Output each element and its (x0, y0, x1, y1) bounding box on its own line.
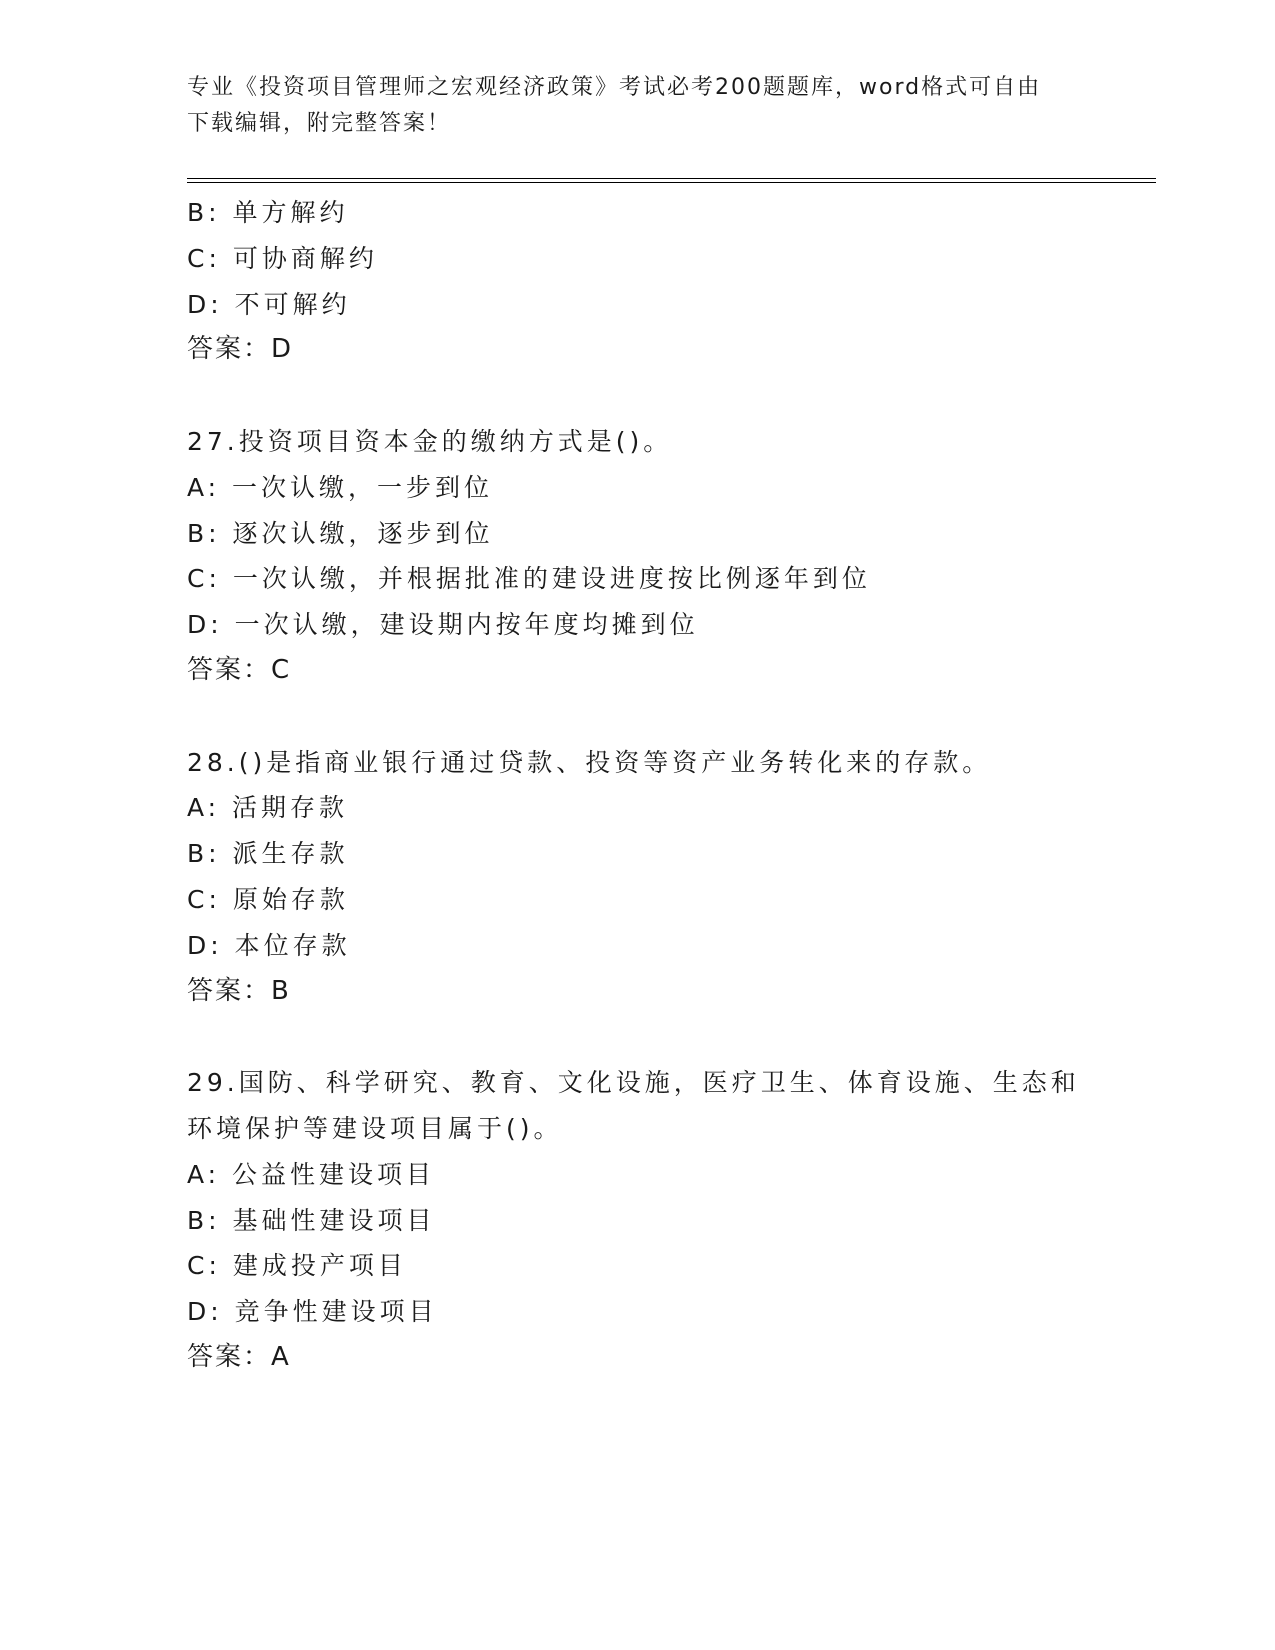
question-27 (187, 419, 1147, 694)
option-d: D: 一次认缴，建设期内按年度均摊到位 (187, 610, 699, 640)
spacer (187, 373, 1147, 419)
option-a: A: 活期存款 (187, 793, 349, 823)
option-d: D: 竞争性建设项目 (187, 1297, 438, 1327)
option-c: C: 可协商解约 (187, 243, 378, 273)
answer-line: 答案：C (187, 654, 292, 685)
question-stem-line-1: 29.国防、科学研究、教育、文化设施，医疗卫生、体育设施、生态和 (187, 1068, 1080, 1098)
question-29 (187, 1060, 1147, 1381)
option-d: D: 本位存款 (187, 930, 351, 960)
question-list (187, 190, 1147, 1381)
header-line-1: 专业《投资项目管理师之宏观经济政策》考试必考200题题库，word格式可自由 (187, 75, 1042, 100)
question-26-continued (187, 190, 1147, 373)
spacer (187, 1014, 1147, 1060)
answer-line: 答案：D (187, 334, 294, 365)
option-c: C: 原始存款 (187, 884, 349, 914)
option-a: A: 公益性建设项目 (187, 1159, 436, 1189)
question-stem: 27.投资项目资本金的缴纳方式是()。 (187, 426, 673, 456)
header-rule-top (187, 178, 1156, 179)
option-b: B: 单方解约 (187, 198, 349, 227)
option-b: B: 派生存款 (187, 839, 349, 869)
option-d: D: 不可解约 (187, 289, 351, 319)
answer-line: 答案：B (187, 975, 291, 1006)
answer-line: 答案：A (187, 1341, 291, 1372)
option-c: C: 建成投产项目 (187, 1251, 407, 1281)
header-rule-bottom (187, 182, 1156, 183)
option-b: B: 逐次认缴，逐步到位 (187, 518, 494, 548)
header-line-2: 下载编辑，附完整答案！ (187, 111, 452, 136)
question-stem-line-2: 环境保护等建设项目属于()。 (187, 1113, 563, 1143)
document-header (187, 70, 1147, 142)
question-stem: 28.()是指商业银行通过贷款、投资等资产业务转化来的存款。 (187, 747, 992, 777)
option-a: A: 一次认缴，一步到位 (187, 472, 494, 502)
question-28 (187, 740, 1147, 1015)
spacer (187, 694, 1147, 740)
option-c: C: 一次认缴，并根据批准的建设进度按比例逐年到位 (187, 564, 871, 594)
option-b: B: 基础性建设项目 (187, 1205, 436, 1235)
